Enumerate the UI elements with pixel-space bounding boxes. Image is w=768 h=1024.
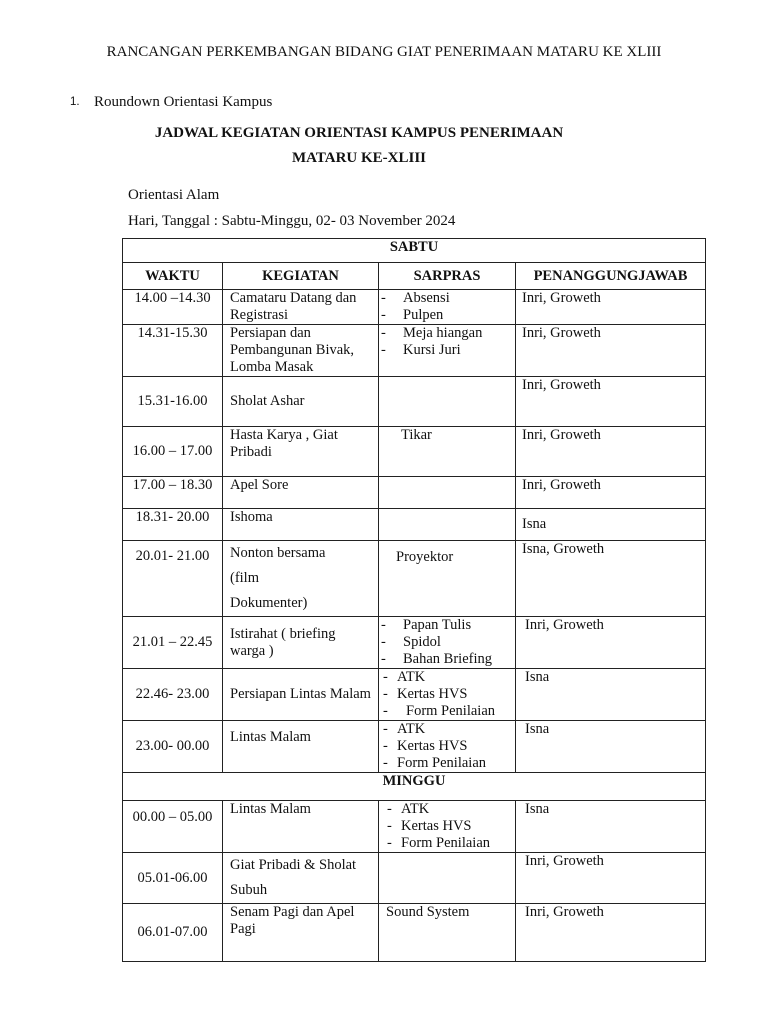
list-dash: - [383,738,388,754]
day-row-sunday [123,773,706,801]
sarpras-item-text: Papan Tulis [403,617,472,633]
sarpras-item [379,818,515,835]
sarpras-item-text: Bahan Briefing [403,651,492,667]
header-sarpras: SARPRAS [379,263,516,290]
list-dash: - [383,755,388,771]
activity-cell: Persiapan dan Pembangunan Bivak, Lomba Masak [223,325,379,377]
sarpras-item [379,801,515,818]
pj-cell: Inri, Groweth [516,904,706,962]
table-row [123,801,706,853]
schedule-table [122,238,706,962]
table-row [123,509,706,541]
pj-cell: Isna [516,801,706,853]
time-cell: 23.00- 00.00 [123,721,223,773]
activity-line: Subuh [230,882,268,898]
schedule-title-line-1: JADWAL KEGIATAN ORIENTASI KAMPUS PENERIMAAN [154,125,564,141]
activity-line: (film [230,570,259,586]
activity-cell: Lintas Malam [223,801,379,853]
sarpras-item-text: Form Penilaian [401,835,491,851]
sarpras-item [379,721,515,738]
time-cell: 14.31-15.30 [123,325,223,377]
table-row [123,617,706,669]
table-row [123,290,706,325]
sarpras-cell [379,377,516,427]
sarpras-item-text: Proyektor [396,549,454,565]
list-dash: - [387,801,392,817]
pj-cell: Inri, Groweth [516,477,706,509]
sarpras-item [379,617,515,634]
document-title: RANCANGAN PERKEMBANGAN BIDANG GIAT PENERIMAAN MATARU KE XLIII [106,44,662,60]
sarpras-item-text: Form Penilaian [397,755,487,771]
activity-cell: Camataru Datang dan Registrasi [223,290,379,325]
time-cell: 06.01-07.00 [123,904,223,962]
sarpras-item [379,755,515,772]
sarpras-cell [379,721,516,773]
activity-cell: Ishoma [223,509,379,541]
list-dash: - [383,721,388,737]
list-dash: - [381,651,386,667]
sarpras-item [379,686,515,703]
sarpras-item-text: ATK [397,669,426,685]
pj-cell: Inri, Groweth [516,325,706,377]
sarpras-item-text: Meja hiangan [403,325,483,341]
activity-cell: Senam Pagi dan Apel Pagi [223,904,379,962]
sarpras-cell [379,509,516,541]
day-row-saturday [123,239,706,263]
list-dash: - [383,669,388,685]
sarpras-cell [379,325,516,377]
list-dash: - [381,290,386,306]
pj-cell: Inri, Groweth [516,290,706,325]
sarpras-item [379,634,515,651]
time-cell: 15.31-16.00 [123,377,223,427]
sarpras-item [379,307,515,324]
pj-cell: Isna, Groweth [516,541,706,617]
activity-cell: Sholat Ashar [223,377,379,427]
sarpras-item [379,651,515,668]
sarpras-item-text: Absensi [403,290,450,306]
sarpras-cell [379,669,516,721]
pj-cell: Inri, Groweth [516,617,706,669]
pj-cell: Isna [516,669,706,721]
time-cell: 22.46- 23.00 [123,669,223,721]
table-row [123,541,706,617]
pj-cell: Isna [516,721,706,773]
sarpras-item-text: ATK [397,721,426,737]
activity-line: Giat Pribadi & Sholat [230,857,357,873]
sarpras-item [379,738,515,755]
day-label-saturday: SABTU [123,239,706,263]
section-number: 1. [70,96,80,108]
sarpras-item-text: Kertas HVS [397,738,468,754]
list-dash: - [381,307,386,323]
sarpras-cell [379,853,516,904]
sarpras-item-text: Kertas HVS [401,818,472,834]
activity-cell [223,853,379,904]
table-header-row [123,263,706,290]
header-kegiatan: KEGIATAN [223,263,379,290]
pj-cell: Inri, Groweth [516,853,706,904]
sarpras-item [379,325,515,342]
time-cell: 16.00 – 17.00 [123,427,223,477]
sarpras-item-text: Pulpen [403,307,444,323]
sarpras-cell [379,801,516,853]
table-row [123,669,706,721]
sarpras-item-text: Spidol [403,634,441,650]
sarpras-item-text: Kertas HVS [397,686,468,702]
list-dash: - [381,325,386,341]
pj-cell: Inri, Groweth [516,377,706,427]
sarpras-cell [379,904,516,962]
activity-cell: Persiapan Lintas Malam [223,669,379,721]
pj-cell: Inri, Groweth [516,427,706,477]
time-cell: 14.00 –14.30 [123,290,223,325]
activity-cell: Apel Sore [223,477,379,509]
sarpras-item-text: Kursi Juri [403,342,461,358]
time-cell: 00.00 – 05.00 [123,801,223,853]
schedule-date: Hari, Tanggal : Sabtu-Minggu, 02- 03 November 2024 [128,213,456,229]
header-penanggungjawab: PENANGGUNGJAWAB [516,263,706,290]
sarpras-item [379,290,515,307]
sarpras-item [379,669,515,686]
pj-cell: Isna [516,509,706,541]
list-dash: - [381,342,386,358]
sarpras-cell [379,477,516,509]
activity-cell: Istirahat ( briefing warga ) [223,617,379,669]
list-dash: - [383,703,388,719]
table-row [123,904,706,962]
sarpras-item [379,835,515,852]
sarpras-item [379,703,515,720]
table-row [123,377,706,427]
activity-cell [223,541,379,617]
activity-cell: Lintas Malam [223,721,379,773]
activity-cell: Hasta Karya , Giat Pribadi [223,427,379,477]
sarpras-item-text: Form Penilaian [406,703,496,719]
sarpras-item-text: Sound System [386,904,470,920]
time-cell: 05.01-06.00 [123,853,223,904]
time-cell: 18.31- 20.00 [123,509,223,541]
list-dash: - [387,835,392,851]
sarpras-item-text: Tikar [401,427,432,443]
list-dash: - [383,686,388,702]
table-row [123,325,706,377]
activity-line: Dokumenter) [230,595,308,611]
sarpras-cell [379,427,516,477]
table-row [123,853,706,904]
header-waktu: WAKTU [123,263,223,290]
activity-line: Nonton bersama [230,545,326,561]
schedule-title-line-2: MATARU KE-XLIII [291,150,427,166]
sarpras-item-text: ATK [401,801,430,817]
sarpras-item [379,342,515,359]
time-cell: 20.01- 21.00 [123,541,223,617]
table-row [123,427,706,477]
sarpras-cell [379,541,516,617]
table-row [123,477,706,509]
time-cell: 17.00 – 18.30 [123,477,223,509]
schedule-subtitle: Orientasi Alam [128,187,220,203]
time-cell: 21.01 – 22.45 [123,617,223,669]
sarpras-cell [379,617,516,669]
section-title: Roundown Orientasi Kampus [94,94,273,110]
day-label-sunday: MINGGU [123,773,706,801]
sarpras-cell [379,290,516,325]
list-dash: - [381,617,386,633]
list-dash: - [387,818,392,834]
list-dash: - [381,634,386,650]
table-row [123,721,706,773]
